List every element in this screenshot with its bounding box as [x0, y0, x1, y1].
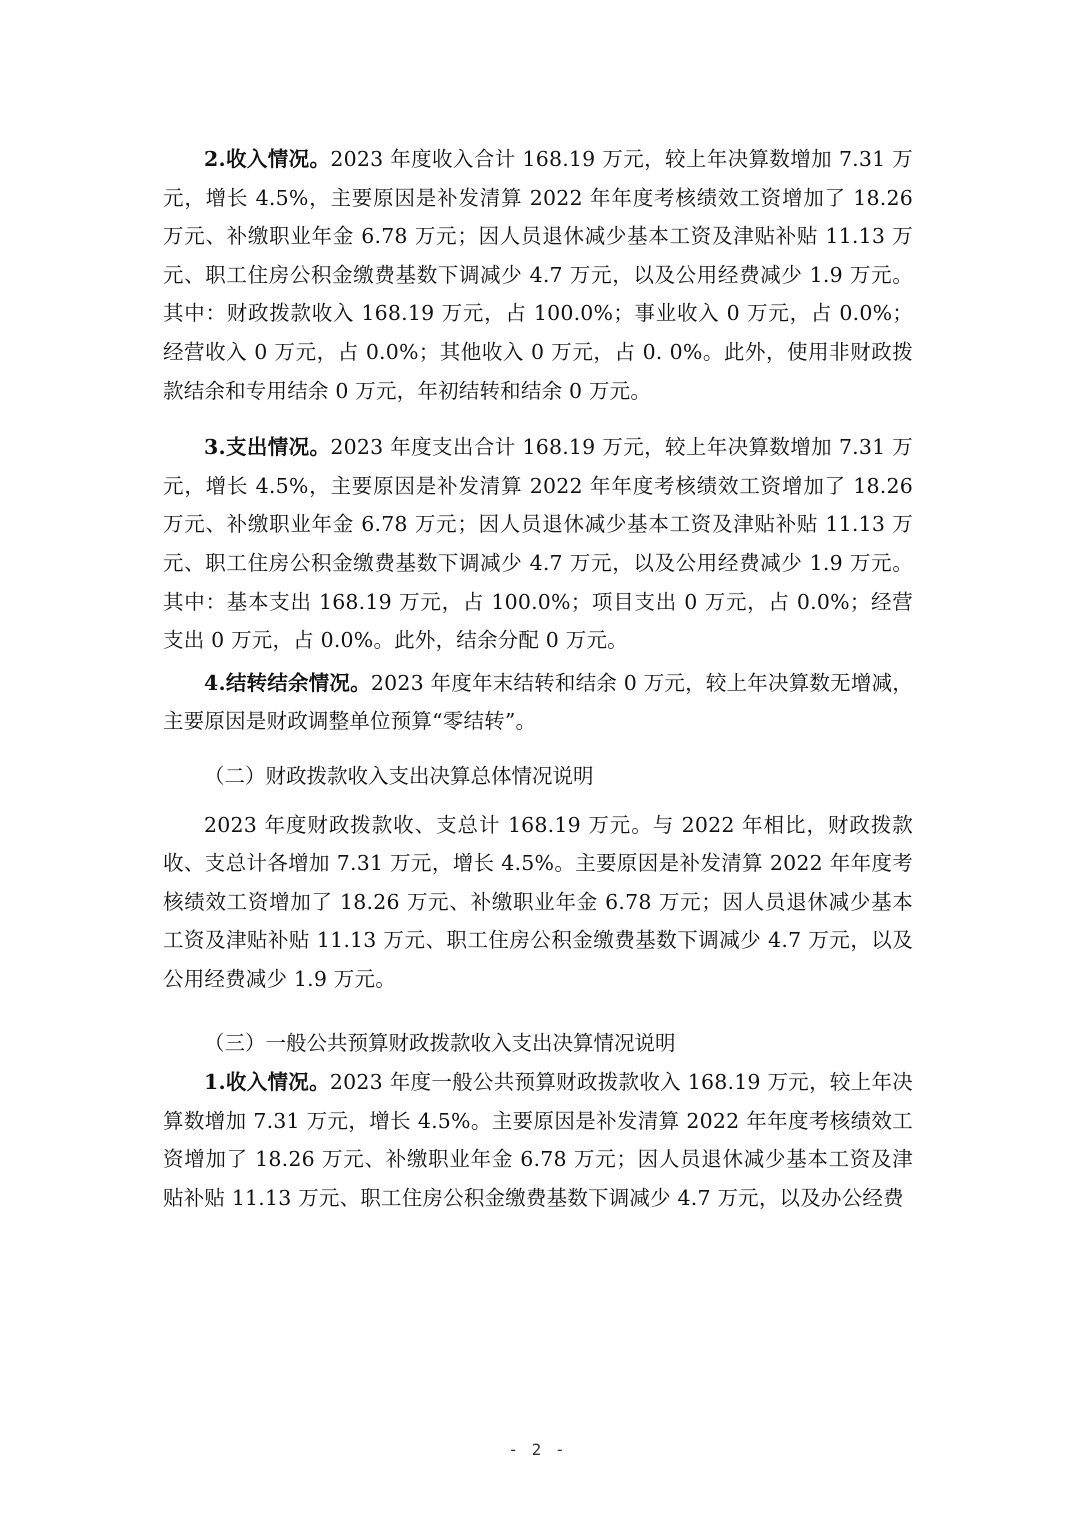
carryover-text: 2023 年度年末结转和结余 0 万元，较上年决算数无增减，主要原因是财政调整单位预算“零结转”。: [163, 670, 914, 734]
expenditure-lead: 3.支出情况。: [204, 435, 331, 460]
expenditure-paragraph: [163, 428, 913, 660]
page-number: - 2 -: [508, 1440, 567, 1459]
section-three-paragraph: [163, 1063, 913, 1217]
income-lead: 2.收入情况。: [204, 147, 331, 171]
document-body: [163, 140, 913, 1217]
section-three-text: 2023 年度一般公共预算财政拨款收入 168.19 万元，较上年决算数增加 7.31 万元，增长 4.5%。主要原因是补发清算 2022 年年度考核绩效工资增加了 18.26 万元、补缴职业年金 6.78 万元；因人员退休减少基本工资及津贴补贴 11.13 万元、职工住房公积金缴费基数下调减少 4.7 万元，以及办公经费: [163, 1070, 914, 1210]
carryover-paragraph: [163, 664, 913, 741]
section-three-heading: （三）一般公共预算财政拨款收入支出决算情况说明: [204, 1031, 676, 1056]
income-paragraph: [163, 140, 913, 410]
carryover-lead: 4.结转结余情况。: [204, 670, 371, 695]
section-two-heading: （二）财政拨款收入支出决算总体情况说明: [204, 763, 594, 788]
section-three-lead: 1.收入情况。: [204, 1070, 330, 1095]
section-two-paragraph: 2023 年度财政拨款收、支总计 168.19 万元。与 2022 年相比，财政拨款收、支总计各增加 7.31 万元，增长 4.5%。主要原因是补发清算 2022 年年度考核绩效工资增加了 18.26 万元、补缴职业年金 6.78 万元；因人员退休减少基本工资及津贴补贴 11.13 万元、职工住房公积金缴费基数下调减少 4.7 万元，以及公用经费减少 1.9 万元。: [163, 812, 913, 991]
expenditure-text: 2023 年度支出合计 168.19 万元，较上年决算数增加 7.31 万元，增长 4.5%，主要原因是补发清算 2022 年年度考核绩效工资增加了 18.26 万元、补缴职业年金 6.78 万元；因人员退休减少基本工资及津贴补贴 11.13 万元、职工住房公积金缴费基数下调减少 4.7 万元，以及公用经费减少 1.9 万元。其中：基本支出 168.19 万元，占 100.0%；项目支出 0 万元，占 0.0%；经营支出 0 万元，占 0.0%。此外，结余分配 0 万元。: [163, 435, 913, 653]
income-text: 2023 年度收入合计 168.19 万元，较上年决算数增加 7.31 万元，增长 4.5%，主要原因是补发清算 2022 年年度考核绩效工资增加了 18.26 万元、补缴职业年金 6.78 万元；因人员退休减少基本工资及津贴补贴 11.13 万元、职工住房公积金缴费基数下调减少 4.7 万元，以及公用经费减少 1.9 万元。其中：财政拨款收入 168.19 万元，占 100.0%；事业收入 0 万元，占 0.0%；经营收入 0 万元，占 0.0%；其他收入 0 万元，占 0. 0%。此外，使用非财政拨款结余和专用结余 0 万元，年初结转和结余 0 万元。: [163, 147, 913, 403]
